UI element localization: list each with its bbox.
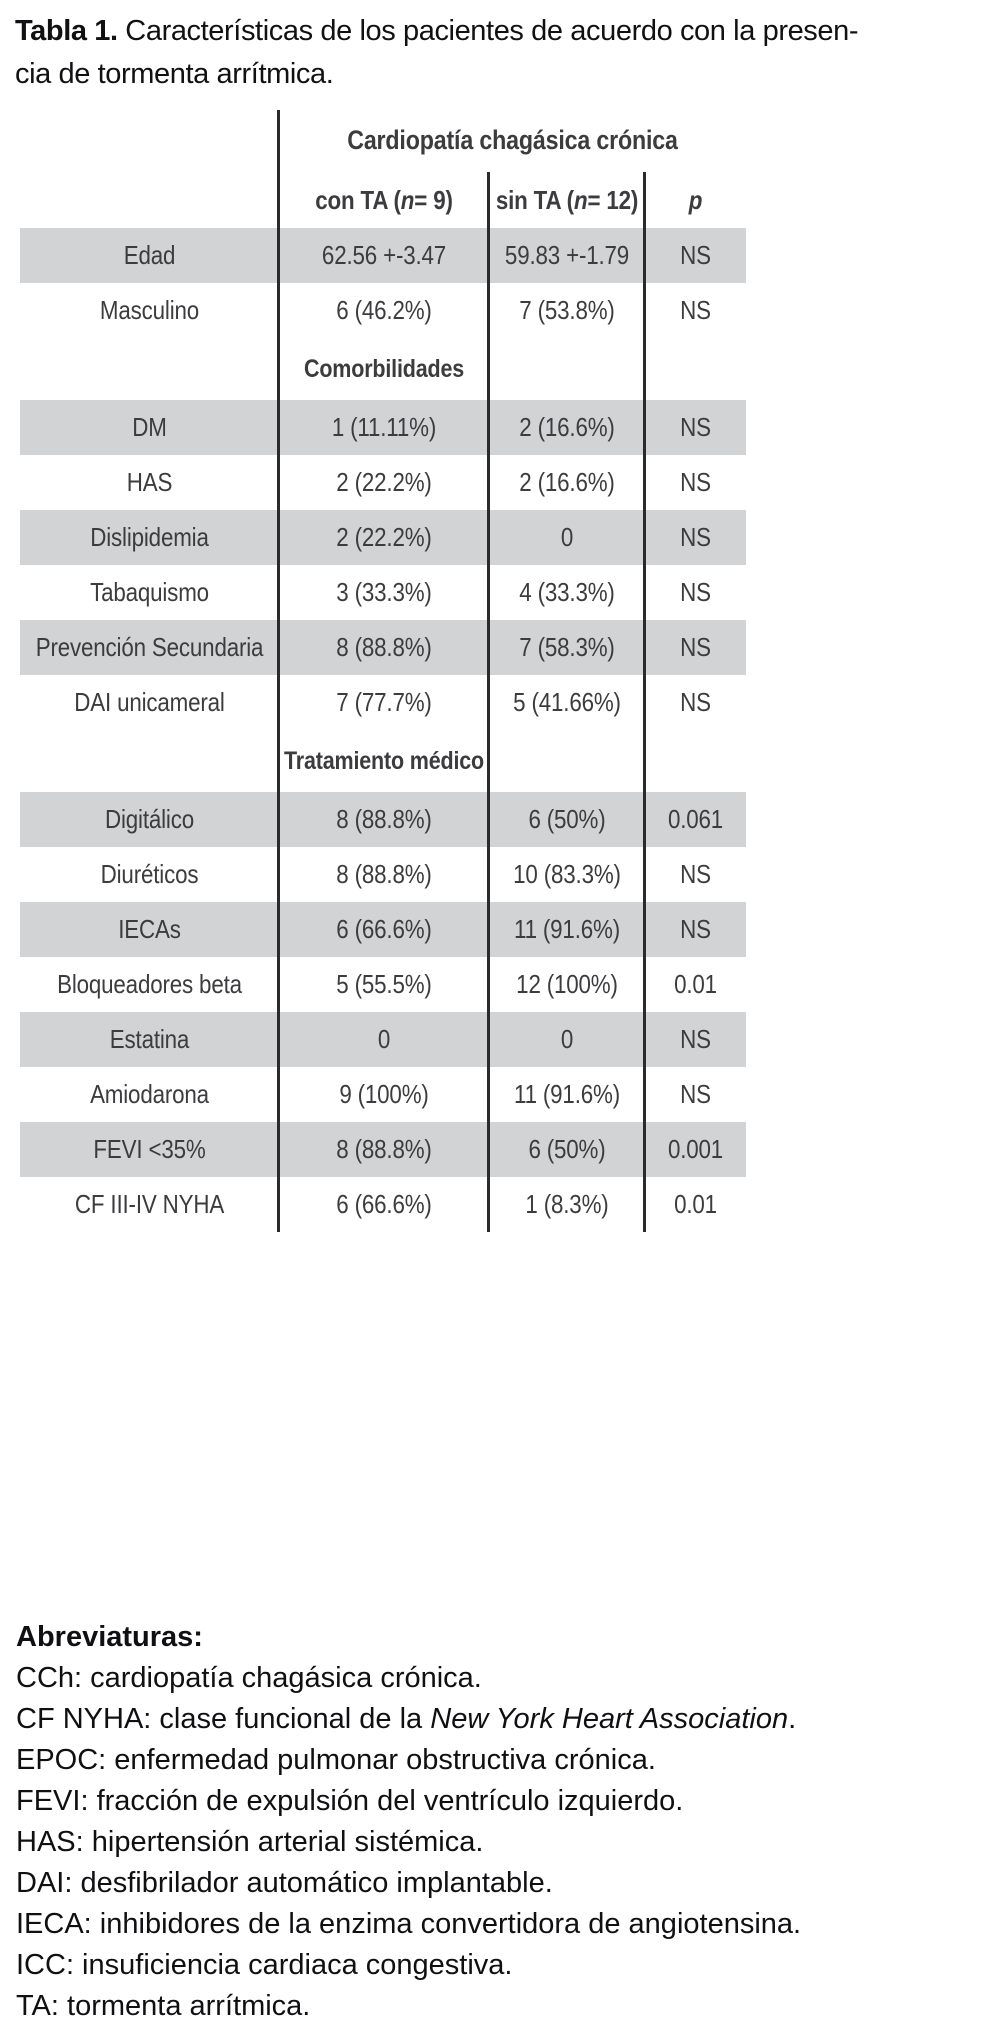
row-label: HAS: [126, 467, 173, 497]
footnote-line: EPOC: enfermedad pulmonar obstructiva crónica.: [16, 1744, 656, 1776]
table-row: [20, 675, 746, 730]
row-label: DAI unicameral: [74, 687, 225, 717]
group-header-row: [20, 108, 746, 172]
row-label: Masculino: [99, 295, 200, 325]
cell-sin-ta: 2 (16.6%): [519, 467, 615, 497]
col-header-con-ta: con TA ( n = 9): [315, 184, 453, 215]
vertical-rule-3: [643, 172, 646, 1232]
cell-p-value: NS: [680, 632, 711, 662]
table-row: [20, 792, 746, 847]
empty-cell: [38, 108, 261, 172]
table-row: [20, 1067, 746, 1122]
cell-sin-ta: 12 (100%): [516, 969, 618, 999]
cell-sin-ta: 1 (8.3%): [525, 1189, 609, 1219]
section-header-label: Tratamiento médico: [283, 746, 485, 775]
col-header-sin-ta: sin TA ( n = 12): [495, 184, 639, 215]
vertical-rule-1: [277, 110, 280, 1232]
cell-sin-ta: 11 (91.6%): [513, 1079, 620, 1109]
row-label: DM: [132, 412, 167, 442]
cell-p-value: NS: [680, 914, 711, 944]
footnote-line: ICC: insuficiencia cardiaca congestiva.: [16, 1949, 513, 1981]
row-label: Digitálico: [104, 804, 195, 834]
vertical-rule-2: [487, 172, 490, 1232]
cell-con-ta: 62.56 +-3.47: [321, 240, 447, 270]
cell-p-value: NS: [680, 859, 711, 889]
table-row: [20, 957, 746, 1012]
group-header: Cardiopatía chagásica crónica: [347, 124, 678, 155]
table-row: [20, 1177, 746, 1232]
empty-cell: [500, 338, 634, 400]
table-row: [20, 620, 746, 675]
cell-sin-ta: 6 (50%): [528, 1134, 606, 1164]
cell-p-value: NS: [680, 412, 711, 442]
cell-con-ta: 5 (55.5%): [336, 969, 432, 999]
cell-con-ta: 3 (33.3%): [336, 577, 432, 607]
footnote-line: FEVI: fracción de expulsión del ventrículo izquierdo.: [16, 1785, 684, 1817]
cell-sin-ta: 2 (16.6%): [519, 412, 615, 442]
cell-sin-ta: 6 (50%): [528, 804, 606, 834]
row-label: Diuréticos: [100, 859, 199, 889]
empty-cell: [38, 172, 261, 228]
table-row: [20, 510, 746, 565]
abbreviations-heading: Abreviaturas:: [16, 1621, 203, 1653]
abbreviations-block: [16, 1617, 801, 2027]
row-label: Estatina: [109, 1024, 190, 1054]
section-header-row: [20, 730, 746, 792]
cell-sin-ta: 7 (53.8%): [519, 295, 615, 325]
cell-sin-ta: 0: [560, 522, 574, 552]
section-header-row: [20, 338, 746, 400]
cell-con-ta: 8 (88.8%): [336, 632, 432, 662]
cell-p-value: 0.061: [667, 804, 724, 834]
empty-cell: [652, 338, 739, 400]
row-label: FEVI <35%: [93, 1134, 206, 1164]
column-header-row: [20, 172, 746, 228]
row-label: Amiodarona: [90, 1079, 209, 1109]
table-row: [20, 902, 746, 957]
row-label: Tabaquismo: [90, 577, 209, 607]
row-label: Bloqueadores beta: [57, 969, 242, 999]
table-caption: [15, 10, 858, 96]
cell-sin-ta: 11 (91.6%): [513, 914, 620, 944]
row-label: Dislipidemia: [90, 522, 209, 552]
table-row: [20, 1122, 746, 1177]
cell-p-value: NS: [680, 295, 711, 325]
table-body: [20, 228, 746, 1232]
footnote-line: TA: tormenta arrítmica.: [16, 1990, 311, 2022]
footnote-line: CF NYHA: clase funcional de la New York Heart Association.: [16, 1703, 797, 1735]
cell-con-ta: 6 (66.6%): [336, 1189, 432, 1219]
table-row: [20, 400, 746, 455]
cell-con-ta: 1 (11.11%): [331, 412, 437, 442]
cell-p-value: 0.01: [674, 1189, 717, 1219]
cell-sin-ta: 5 (41.66%): [513, 687, 621, 717]
table-row: [20, 1012, 746, 1067]
cell-con-ta: 6 (46.2%): [336, 295, 432, 325]
cell-con-ta: 2 (22.2%): [336, 467, 432, 497]
table-caption-number: Tabla 1.: [15, 15, 118, 47]
cell-con-ta: 6 (66.6%): [336, 914, 432, 944]
cell-p-value: NS: [680, 687, 711, 717]
cell-sin-ta: 10 (83.3%): [513, 859, 621, 889]
table-row: [20, 283, 746, 338]
cell-p-value: 0.01: [674, 969, 717, 999]
cell-p-value: 0.001: [667, 1134, 724, 1164]
cell-con-ta: 8 (88.8%): [336, 1134, 432, 1164]
footnote-line: HAS: hipertensión arterial sistémica.: [16, 1826, 484, 1858]
cell-con-ta: 8 (88.8%): [336, 859, 432, 889]
cell-con-ta: 2 (22.2%): [336, 522, 432, 552]
row-label: Prevención Secundaria: [35, 632, 264, 662]
empty-cell: [500, 730, 634, 792]
cell-p-value: NS: [680, 522, 711, 552]
empty-cell: [38, 730, 261, 792]
abbreviations-list: [16, 1658, 801, 2027]
table-caption-line1: Características de los pacientes de acuerdo con la presen-: [117, 15, 859, 47]
cell-sin-ta: 0: [560, 1024, 574, 1054]
cell-p-value: NS: [680, 467, 711, 497]
cell-con-ta: 0: [377, 1024, 391, 1054]
empty-cell: [38, 338, 261, 400]
cell-sin-ta: 59.83 +-1.79: [504, 240, 630, 270]
table-row: [20, 455, 746, 510]
empty-cell: [652, 730, 739, 792]
footnote-line: CCh: cardiopatía chagásica crónica.: [16, 1662, 482, 1694]
row-label: Edad: [123, 240, 176, 270]
footnote-line: IECA: inhibidores de la enzima convertidora de angiotensina.: [16, 1908, 802, 1940]
cell-sin-ta: 4 (33.3%): [519, 577, 615, 607]
row-label: IECAs: [118, 914, 181, 944]
section-header-label: Comorbilidades: [303, 354, 465, 383]
row-label: CF III-IV NYHA: [74, 1189, 225, 1219]
cell-con-ta: 9 (100%): [339, 1079, 429, 1109]
patients-table: [20, 108, 746, 1232]
cell-p-value: NS: [680, 1024, 711, 1054]
cell-con-ta: 8 (88.8%): [336, 804, 432, 834]
cell-con-ta: 7 (77.7%): [336, 687, 432, 717]
table-caption-line2: cia de tormenta arrítmica.: [15, 58, 334, 90]
table-row: [20, 565, 746, 620]
cell-p-value: NS: [680, 240, 711, 270]
cell-p-value: NS: [680, 577, 711, 607]
table-row: [20, 228, 746, 283]
footnote-line: DAI: desfibrilador automático implantable.: [16, 1867, 553, 1899]
table-row: [20, 847, 746, 902]
cell-sin-ta: 7 (58.3%): [519, 632, 615, 662]
cell-p-value: NS: [680, 1079, 711, 1109]
col-header-p: p: [688, 184, 703, 215]
